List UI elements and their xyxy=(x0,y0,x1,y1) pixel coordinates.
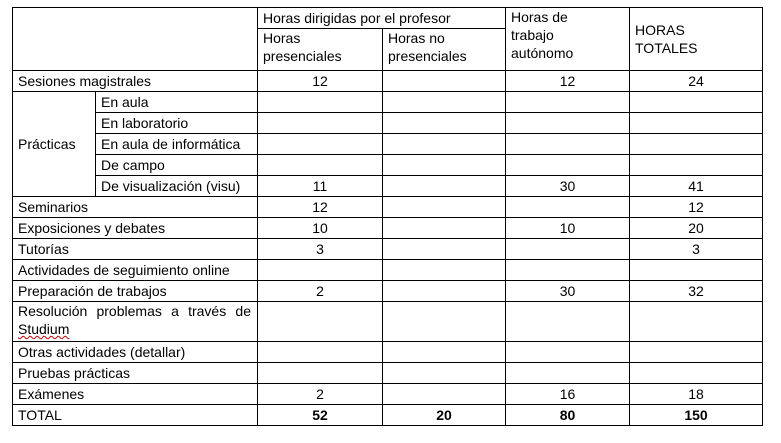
header-no-presenciales-line1: Horas no xyxy=(388,30,445,46)
row-label: Pruebas prácticas xyxy=(13,363,258,384)
cell-autonomo: 12 xyxy=(506,71,630,92)
row-label: Tutorías xyxy=(13,239,258,260)
header-group-label: Horas dirigidas por el profesor xyxy=(258,8,506,29)
header-totales-line1: HORAS xyxy=(635,22,685,38)
cell-presenciales: 11 xyxy=(258,176,383,197)
cell-no-presenciales xyxy=(383,176,506,197)
header-no-presenciales xyxy=(383,29,506,71)
header-totales-line2: TOTALES xyxy=(635,40,698,56)
cell-presenciales xyxy=(258,363,383,384)
header-autonomo-line3: autónomo xyxy=(511,45,574,61)
cell-no-presenciales xyxy=(383,197,506,218)
row-label: Seminarios xyxy=(13,197,258,218)
row-label: Exposiciones y debates xyxy=(13,218,258,239)
cell-total: 3 xyxy=(630,239,763,260)
studium-label-line2: Studium xyxy=(18,321,70,337)
cell-total xyxy=(630,363,763,384)
cell-total: 32 xyxy=(630,281,763,302)
cell-presenciales: 10 xyxy=(258,218,383,239)
table-row-practicas-4 xyxy=(13,176,763,197)
cell-presenciales xyxy=(258,134,383,155)
cell-total: 24 xyxy=(630,71,763,92)
cell-no-presenciales xyxy=(383,260,506,281)
header-totales xyxy=(630,8,763,71)
cell-presenciales: 2 xyxy=(258,281,383,302)
cell-no-presenciales xyxy=(383,92,506,113)
cell-no-presenciales xyxy=(383,302,506,342)
row-label: Exámenes xyxy=(13,384,258,405)
cell-no-presenciales xyxy=(383,113,506,134)
row-label: De visualización (visu) xyxy=(96,176,258,197)
row-label: De campo xyxy=(96,155,258,176)
cell-presenciales xyxy=(258,260,383,281)
cell-presenciales: 12 xyxy=(258,71,383,92)
cell-autonomo xyxy=(506,363,630,384)
cell-total xyxy=(630,113,763,134)
cell-no-presenciales xyxy=(383,155,506,176)
studium-label-line1: Resolución problemas a través de xyxy=(18,303,251,319)
cell-autonomo: 30 xyxy=(506,176,630,197)
table-row xyxy=(13,197,763,218)
cell-total xyxy=(630,155,763,176)
cell-no-presenciales xyxy=(383,281,506,302)
row-label: Sesiones magistrales xyxy=(13,71,258,92)
table-row xyxy=(13,218,763,239)
cell-total xyxy=(630,342,763,363)
header-presenciales-line2: presenciales xyxy=(263,48,342,64)
row-label: Actividades de seguimiento online xyxy=(13,260,258,281)
cell-total xyxy=(630,260,763,281)
cell-presenciales: 12 xyxy=(258,197,383,218)
header-no-presenciales-line2: presenciales xyxy=(388,48,467,64)
row-label: En aula de informática xyxy=(96,134,258,155)
cell-no-presenciales xyxy=(383,363,506,384)
table-row xyxy=(13,239,763,260)
header-presenciales-line1: Horas xyxy=(263,30,301,46)
cell-presenciales: 3 xyxy=(258,239,383,260)
header-autonomo-line1: Horas de xyxy=(511,9,568,25)
row-label: Preparación de trabajos xyxy=(13,281,258,302)
header-autonomo xyxy=(506,8,630,71)
cell-presenciales xyxy=(258,113,383,134)
cell-total: 41 xyxy=(630,176,763,197)
cell-autonomo xyxy=(506,92,630,113)
row-label: En laboratorio xyxy=(96,113,258,134)
table-row-practicas-3 xyxy=(13,155,763,176)
cell-autonomo xyxy=(506,197,630,218)
cell-presenciales xyxy=(258,302,383,342)
table-row-studium xyxy=(13,302,763,342)
cell-total: 18 xyxy=(630,384,763,405)
table-row-sesiones xyxy=(13,71,763,92)
cell-no-presenciales xyxy=(383,134,506,155)
total-presenciales: 52 xyxy=(258,405,383,426)
cell-no-presenciales xyxy=(383,239,506,260)
row-label: En aula xyxy=(96,92,258,113)
total-total: 150 xyxy=(630,405,763,426)
total-label: TOTAL xyxy=(13,405,258,426)
header-blank-cell xyxy=(13,8,258,71)
table-row-total xyxy=(13,405,763,426)
cell-autonomo xyxy=(506,260,630,281)
table-row xyxy=(13,260,763,281)
cell-total xyxy=(630,92,763,113)
cell-no-presenciales xyxy=(383,71,506,92)
table-row xyxy=(13,281,763,302)
table-row-practicas-1 xyxy=(13,113,763,134)
cell-autonomo: 30 xyxy=(506,281,630,302)
cell-no-presenciales xyxy=(383,218,506,239)
cell-autonomo xyxy=(506,302,630,342)
cell-total: 12 xyxy=(630,197,763,218)
cell-presenciales xyxy=(258,342,383,363)
cell-autonomo xyxy=(506,342,630,363)
cell-autonomo: 16 xyxy=(506,384,630,405)
cell-presenciales xyxy=(258,92,383,113)
hours-table xyxy=(12,7,763,426)
table-row xyxy=(13,342,763,363)
cell-presenciales: 2 xyxy=(258,384,383,405)
table-row-practicas-2 xyxy=(13,134,763,155)
cell-autonomo xyxy=(506,239,630,260)
cell-autonomo: 10 xyxy=(506,218,630,239)
table-row-practicas-0 xyxy=(13,92,763,113)
cell-total xyxy=(630,302,763,342)
total-autonomo: 80 xyxy=(506,405,630,426)
cell-autonomo xyxy=(506,134,630,155)
cell-autonomo xyxy=(506,113,630,134)
total-no-presenciales: 20 xyxy=(383,405,506,426)
cell-autonomo xyxy=(506,155,630,176)
header-presenciales xyxy=(258,29,383,71)
cell-presenciales xyxy=(258,155,383,176)
cell-total: 20 xyxy=(630,218,763,239)
cell-no-presenciales xyxy=(383,384,506,405)
row-label: Otras actividades (detallar) xyxy=(13,342,258,363)
table-row xyxy=(13,363,763,384)
practicas-label: Prácticas xyxy=(13,92,96,197)
header-autonomo-line2: trabajo xyxy=(511,27,554,43)
cell-no-presenciales xyxy=(383,342,506,363)
cell-total xyxy=(630,134,763,155)
row-label-studium xyxy=(13,302,258,342)
table-row xyxy=(13,384,763,405)
